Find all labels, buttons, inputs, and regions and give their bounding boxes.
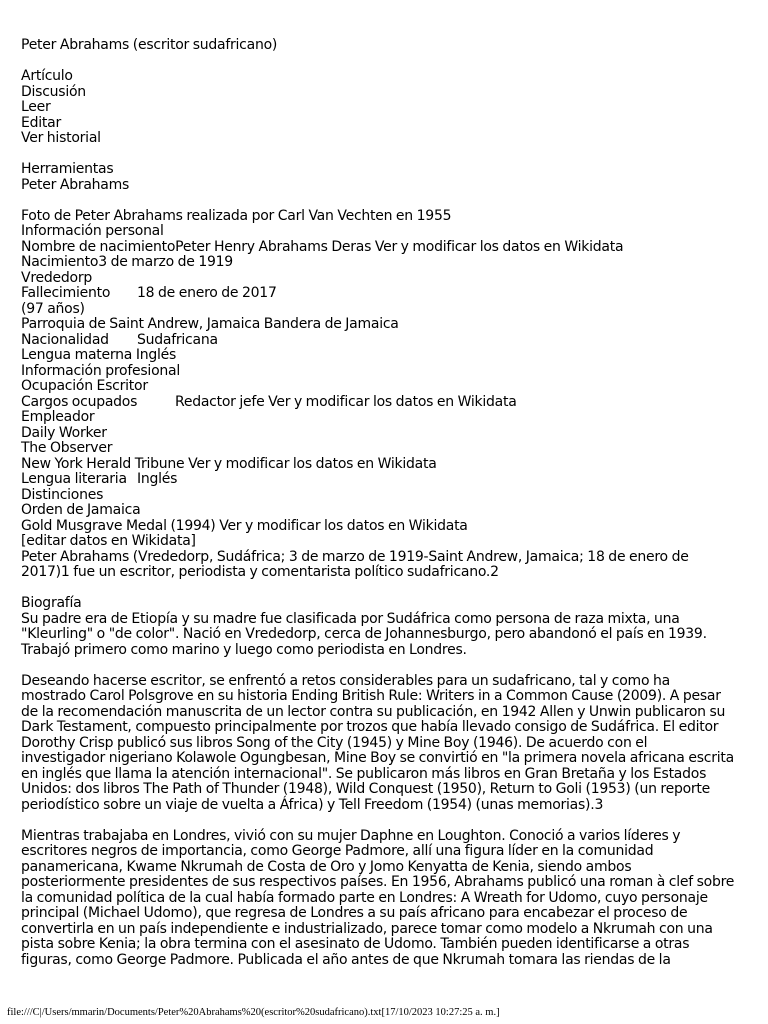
literary-language-value: Inglés xyxy=(137,471,178,487)
distinction-item: Gold Musgrave Medal (1994) Ver y modificar los datos en Wikidata xyxy=(21,517,468,534)
birth-place: Vrededorp xyxy=(21,269,92,286)
employer-item: The Observer xyxy=(21,440,113,456)
birth-name-label: Nombre de nacimiento xyxy=(21,238,176,255)
infobox-row-birth-name xyxy=(21,240,756,256)
occupation-value: Escritor xyxy=(96,378,148,394)
text-line: figuras, como George Padmore. Publicada el año antes de que Nkrumah tomara las riendas de la xyxy=(21,951,671,968)
text-line: convertirla en un país independiente e industrializado, parece tomar como modelo a Nkrumah con una xyxy=(21,920,713,937)
mother-tongue-label: Lengua materna xyxy=(21,347,133,363)
text-line: Dark Testament, compuesto principalmente por trozos que había llevado consigo de Sudáfrica. El editor xyxy=(21,719,719,735)
text-line: periodístico sobre un viaje de vuelta a África) y Tell Freedom (1954) (unas memorias).3 xyxy=(21,796,604,813)
positions-value: Redactor jefe Ver y modificar los datos en Wikidata xyxy=(175,393,517,410)
mother-tongue-value: Inglés xyxy=(135,347,177,363)
positions-label: Cargos ocupados xyxy=(21,393,138,410)
employer-item: Daily Worker xyxy=(21,424,107,441)
distinctions-label: Distinciones xyxy=(21,486,104,503)
infobox-row-literary-language xyxy=(21,472,756,488)
infobox-section-professional: Información profesional xyxy=(21,362,180,379)
text-line: mostrado Carol Polsgrove en su historia Ending British Rule: Writers in a Common Cause (2009). A pesar xyxy=(21,688,721,704)
infobox-row-birth xyxy=(21,255,756,271)
employer-label: Empleador xyxy=(21,409,95,425)
text-line: investigador nigeriano Kolawole Ogungbesan, Mine Boy se convirtió en "la primera novela africana escrita xyxy=(21,750,734,766)
text-line: pista sobre Kenia; la obra termina con el asesinato de Udomo. También pueden identificarse a otras xyxy=(21,936,690,952)
death-date: 18 de enero de 2017 xyxy=(137,285,277,301)
infobox-row-occupation xyxy=(21,379,756,395)
text-line: "Kleurling" o "de color". Nació en Vrededorp, cerca de Johannesburgo, pero abandonó el país en 1939. xyxy=(21,626,707,642)
death-place: Parroquia de Saint Andrew, Jamaica Bandera de Jamaica xyxy=(21,316,399,332)
text-line: posteriormente presidentes de sus respectivos países. En 1956, Abrahams publicó una roman à clef sobre xyxy=(21,874,735,890)
biography-paragraph-1 xyxy=(21,612,756,659)
occupation-label: Ocupación xyxy=(21,378,93,394)
page-title: Peter Abrahams (escritor sudafricano) xyxy=(21,37,278,53)
text-line: Peter Abrahams (Vrededorp, Sudáfrica; 3 de marzo de 1919-Saint Andrew, Jamaica; 18 de enero de xyxy=(21,548,689,565)
nav-link-discusion[interactable]: Discusión xyxy=(21,83,86,100)
nav-link-leer[interactable]: Leer xyxy=(21,99,51,115)
employer-item: New York Herald Tribune Ver y modificar los datos en Wikidata xyxy=(21,455,437,472)
text-line: Trabajó primero como marino y luego como periodista en Londres. xyxy=(21,641,467,658)
text-line: en inglés que llama la atención internacional". Se publicaron más libros en Gran Bretaña y los Estados xyxy=(21,765,707,782)
text-line: Unidos: dos libros The Path of Thunder (1948), Wild Conquest (1950), Return to Goli (1953) (un reporte xyxy=(21,781,711,797)
intro-paragraph xyxy=(21,550,756,581)
nav-link-ver-historial[interactable]: Ver historial xyxy=(21,130,101,146)
text-line: de la recomendación manuscrita de un lector contra su publicación, en 1942 Allen y Unwin publicaron su xyxy=(21,703,726,720)
death-age: (97 años) xyxy=(21,300,85,317)
text-line: la comunidad política de la cual había formado parte en Londres: A Wreath for Udomo, cuyo personaje xyxy=(21,889,708,906)
edit-wikidata-link[interactable]: [editar datos en Wikidata] xyxy=(21,533,196,549)
text-line: Deseando hacerse escritor, se enfrentó a retos considerables para un sudafricano, tal y como ha xyxy=(21,672,670,689)
document-body xyxy=(21,38,756,968)
nav-link-articulo[interactable]: Artículo xyxy=(21,68,73,84)
infobox-row-mother-tongue xyxy=(21,348,756,364)
birth-name-value: Peter Henry Abrahams Deras Ver y modificar los datos en Wikidata xyxy=(175,238,624,255)
birth-label: Nacimiento xyxy=(21,254,99,270)
nav-link-editar[interactable]: Editar xyxy=(21,114,61,131)
infobox-row-positions xyxy=(21,395,756,411)
text-line: escritores negros de importancia, como George Padmore, allí una figura líder en la comunidad xyxy=(21,843,654,859)
biography-heading: Biografía xyxy=(21,595,82,611)
print-footer-file-path: file:///C|/Users/mmarin/Documents/Peter%20Abrahams%20(escritor%20sudafricano).txt[17/10/2023 10:27:25 a. m.] xyxy=(7,1007,500,1018)
infobox-row-death xyxy=(21,286,756,302)
text-line: principal (Michael Udomo), que regresa de Londres a su país africano para encabezar el proceso de xyxy=(21,905,688,921)
biography-paragraph-2 xyxy=(21,674,756,814)
death-label: Fallecimiento xyxy=(21,285,111,301)
infobox-photo-caption: Foto de Peter Abrahams realizada por Carl Van Vechten en 1955 xyxy=(21,207,452,224)
nationality-label: Nacionalidad xyxy=(21,331,109,348)
birth-date: 3 de marzo de 1919 xyxy=(98,254,233,270)
biography-paragraph-3 xyxy=(21,829,756,969)
nationality-value: Sudafricana xyxy=(137,331,218,348)
text-line: 2017)1 fue un escritor, periodista y comentarista político sudafricano.2 xyxy=(21,564,499,580)
tools-label[interactable]: Herramientas xyxy=(21,161,114,177)
text-line: Dorothy Crisp publicó sus libros Song of the City (1945) y Mine Boy (1946). De acuerdo con el xyxy=(21,734,648,751)
text-line: Mientras trabajaba en Londres, vivió con su mujer Daphne en Loughton. Conoció a varios líderes y xyxy=(21,827,681,844)
infobox-name: Peter Abrahams xyxy=(21,176,130,193)
distinction-item: Orden de Jamaica xyxy=(21,502,141,518)
infobox-section-personal: Información personal xyxy=(21,223,164,239)
text-line: panamericana, Kwame Nkrumah de Costa de Oro y Jomo Kenyatta de Kenia, siendo ambos xyxy=(21,858,632,875)
literary-language-label: Lengua literaria xyxy=(21,471,127,487)
text-line: Su padre era de Etiopía y su madre fue clasificada por Sudáfrica como persona de raza mixta, una xyxy=(21,610,680,627)
infobox-row-nationality xyxy=(21,333,756,349)
